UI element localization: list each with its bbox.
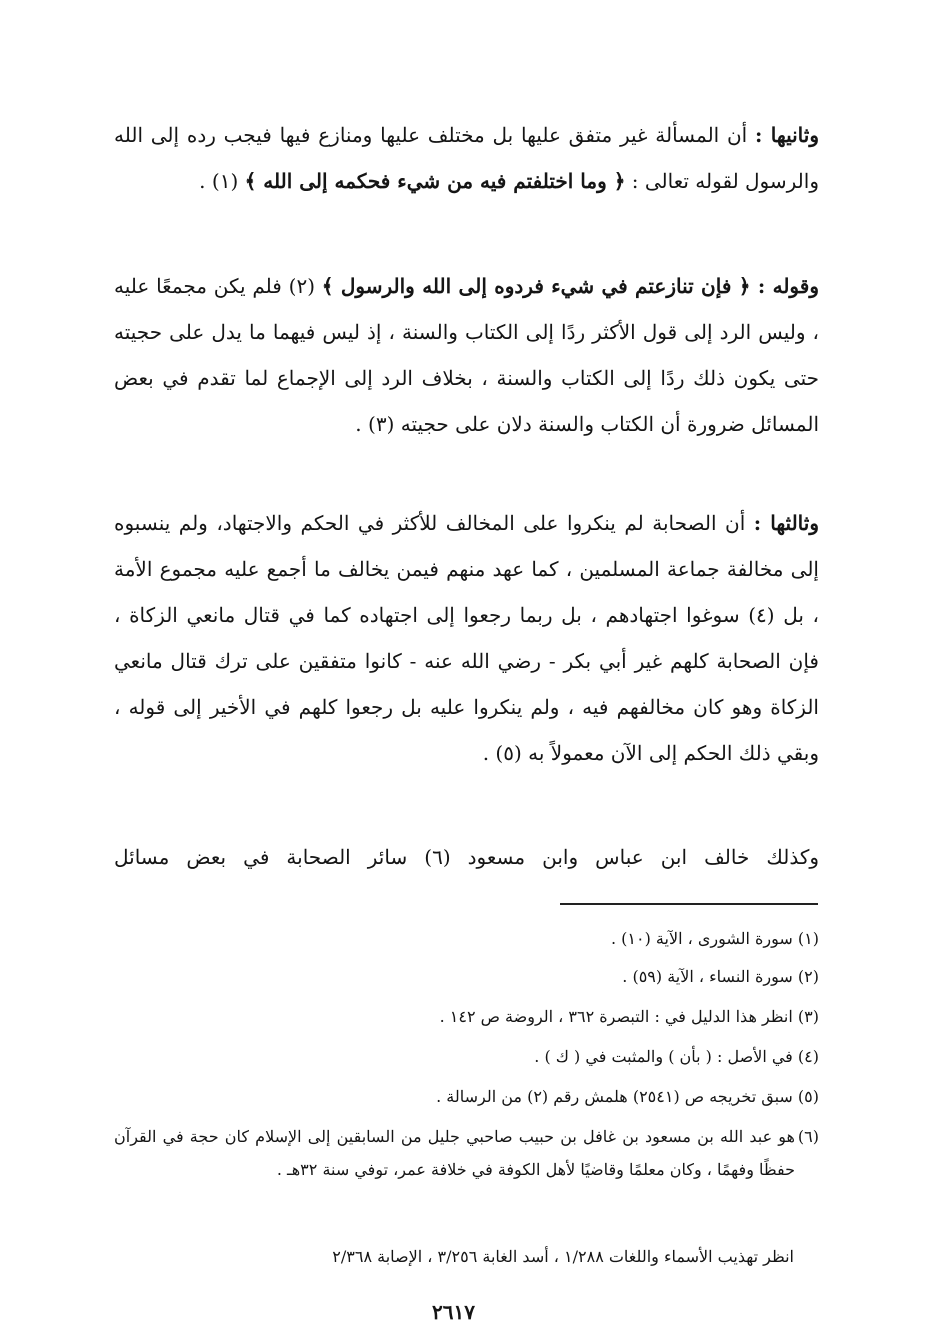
footnote-5: (٥) سبق تخريجه ص (٢٥٤١) هلمش رقم (٢) من الرسالة . bbox=[436, 1087, 819, 1106]
paragraph-quote-continuation bbox=[114, 263, 819, 447]
paragraph-lead: وقوله : bbox=[757, 274, 819, 298]
paragraph-third-argument bbox=[114, 500, 819, 776]
paragraph-text: أن الصحابة لم ينكروا على المخالف للأكثر في الحكم والاجتهاد، ولم ينسبوه إلى مخالفة جماعة المسلمين ، كما عهد منهم فيمن يخالف ما أجمع عليه مجموع الأمة ، بل (٤) سوغوا اجتهادهم ، بل ربما رجعوا إلى اجتهاده كما في قتال مانعي الزكاة ، فإن الصحابة كلهم غير أبي بكر - رضي الله عنه - كانوا متفقين على ترك قتال مانعي الزكاة وهو كان مخالفهم فيه ، ولم ينكروا عليه بل رجعوا كلهم في الأخير إلى قوله ، وبقي ذلك الحكم إلى الآن معمولاً به (٥) . bbox=[114, 511, 819, 765]
paragraph-lead: وثانيها : bbox=[755, 123, 820, 147]
footnote-4: (٤) في الأصل : ( بأن ) والمثبت في ( ك ) . bbox=[534, 1047, 819, 1066]
paragraph-text: أن المسألة غير متفق عليها بل مختلف عليها ومنازع فيها فيجب رده إلى الله والرسول لقوله تعالى : bbox=[114, 123, 819, 193]
footnote-6-references: انظر تهذيب الأسماء واللغات ١/٢٨٨ ، أسد الغابة ٣/٢٥٦ ، الإصابة ٢/٣٦٨ bbox=[332, 1247, 794, 1266]
paragraph-lead: وثالثها : bbox=[753, 511, 820, 535]
footnote-2: (٢) سورة النساء ، الآية (٥٩) . bbox=[622, 967, 819, 986]
paragraph-text: (٢) فلم يكن مجمعًا عليه ، وليس الرد إلى قول الأكثر ردًا إلى الكتاب والسنة ، إذ ليس فيهما ما يدل على حجيته حتى يكون ذلك ردًا إلى الكتاب والسنة ، بخلاف الرد إلى الإجماع لما تقدم في بعض المسائل ضرورة أن الكتاب والسنة دلان على حجيته (٣) . bbox=[114, 274, 819, 436]
quran-quote: ﴿ وما اختلفتم فيه من شيء فحكمه إلى الله ﴾ bbox=[244, 169, 626, 193]
paragraph-continuation bbox=[114, 834, 819, 880]
paragraph-second-argument bbox=[114, 112, 819, 204]
footnote-ref: (١) . bbox=[199, 169, 245, 193]
footnote-separator bbox=[560, 903, 818, 905]
paragraph-text: وكذلك خالف ابن عباس وابن مسعود (٦) سائر الصحابة في بعض مسائل bbox=[114, 845, 820, 869]
footnote-1: (١) سورة الشورى ، الآية (١٠) . bbox=[610, 929, 819, 948]
page-number: ٢٦١٧ bbox=[432, 1300, 475, 1324]
footnote-number: (٦) bbox=[797, 1127, 819, 1146]
footnote-6 bbox=[114, 1120, 819, 1186]
footnote-3: (٣) انظر هذا الدليل في : التبصرة ٣٦٢ ، الروضة ص ١٤٢ . bbox=[439, 1007, 819, 1026]
quran-quote: ﴿ فإن تنازعتم في شيء فردوه إلى الله والرسول ﴾ bbox=[321, 274, 758, 298]
footnote-text: هو عبد الله بن مسعود بن غافل بن حبيب صاحبي جليل من السابقين إلى الإسلام كان حجة في القرآن حفظًا وفهمًا ، وكان معلمًا وقاضيًا لأهل الكوفة في خلافة عمر، توفي سنة ٣٢هـ . bbox=[114, 1127, 795, 1179]
